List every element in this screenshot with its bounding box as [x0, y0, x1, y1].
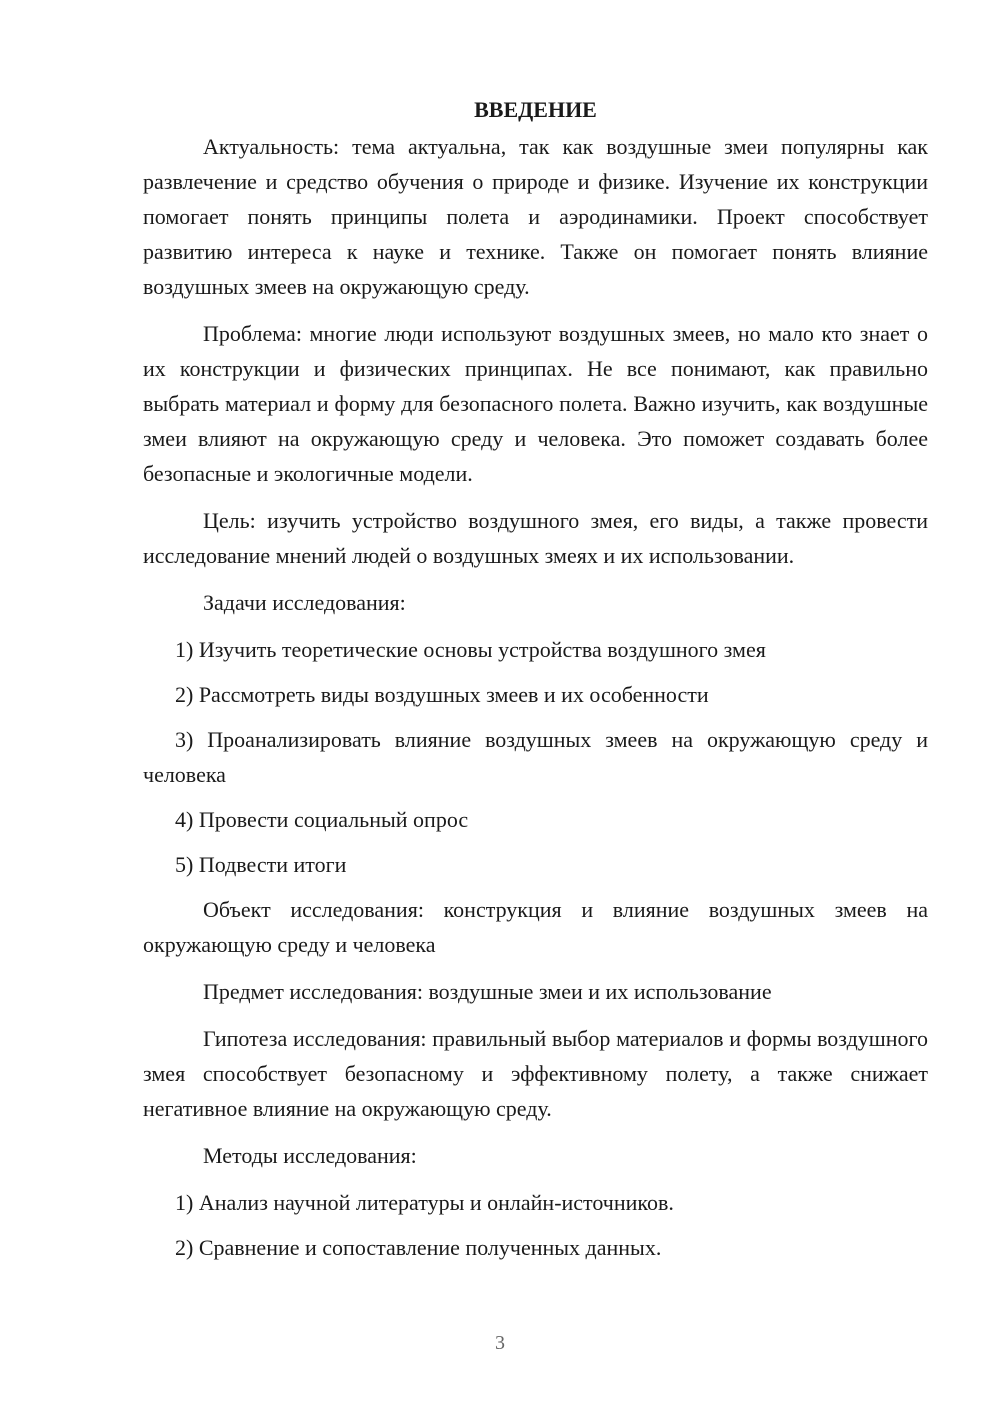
problem-paragraph: Проблема: многие люди используют воздушных змеев, но мало кто знает о их конструкции и физических принципах. Не все понимают, как правильно выбрать материал и форму для безопасного полета. Важно изучить, как воздушные змеи влияют на окружающую среду и человека. Это поможет создавать более безопасные и экологичные модели. — [143, 321, 928, 486]
task-item: 2) Рассмотреть виды воздушных змеев и их особенности — [175, 682, 709, 707]
task-item: 5) Подвести итоги — [175, 852, 347, 877]
page-number: 3 — [495, 1332, 505, 1354]
hypothesis-paragraph: Гипотеза исследования: правильный выбор материалов и формы воздушного змея способствует безопасному и эффективному полету, а также снижает негативное влияние на окружающую среду. — [143, 1026, 928, 1121]
method-item: 1) Анализ научной литературы и онлайн-источников. — [175, 1190, 674, 1215]
goal-paragraph: Цель: изучить устройство воздушного змея, его виды, а также провести исследование мнений людей о воздушных змеях и их использовании. — [143, 508, 928, 568]
task-item: 4) Провести социальный опрос — [175, 807, 469, 832]
methods-heading: Методы исследования: — [203, 1143, 417, 1168]
task-item: 1) Изучить теоретические основы устройства воздушного змея — [175, 637, 766, 662]
document-page — [143, 92, 928, 1275]
tasks-heading: Задачи исследования: — [203, 590, 406, 615]
method-item: 2) Сравнение и сопоставление полученных данных. — [175, 1235, 662, 1260]
section-title: ВВЕДЕНИЕ — [474, 97, 597, 122]
relevance-paragraph: Актуальность: тема актуальна, так как воздушные змеи популярны как развлечение и средство обучения о природе и физике. Изучение их конструкции помогает понять принципы полета и аэродинамики. Проект способствует развитию интереса к науке и технике. Также он помогает понять влияние воздушных змеев на окружающую среду. — [143, 134, 928, 299]
subject-paragraph: Предмет исследования: воздушные змеи и их использование — [203, 979, 772, 1004]
task-item: 3) Проанализировать влияние воздушных змеев на окружающую среду и человека — [143, 727, 928, 787]
object-paragraph: Объект исследования: конструкция и влияние воздушных змеев на окружающую среду и человека — [143, 897, 928, 957]
